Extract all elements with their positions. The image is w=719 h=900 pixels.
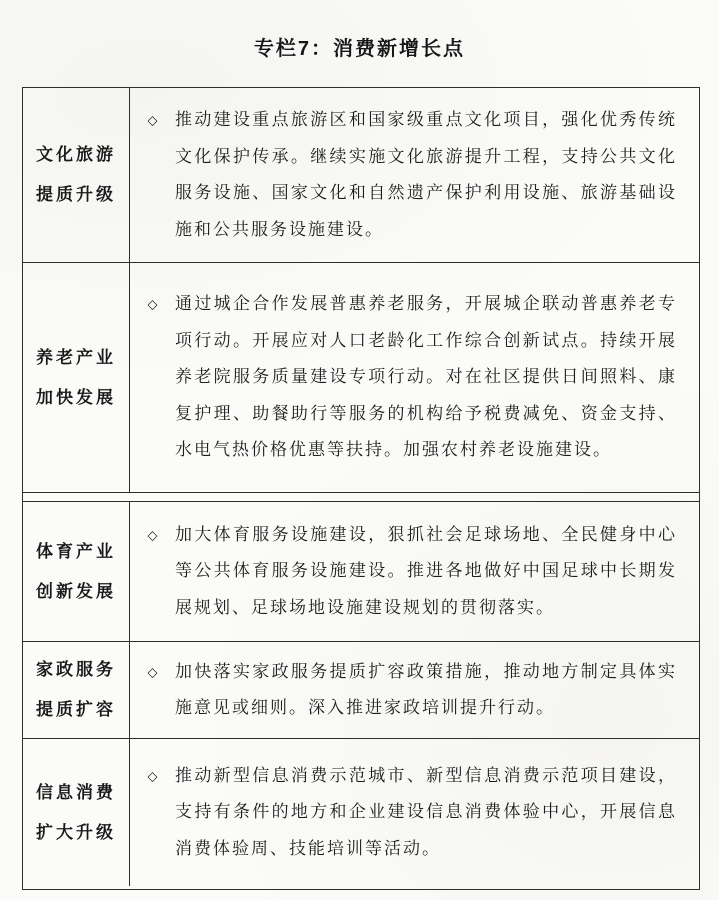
row-header [23, 739, 130, 886]
header-line: 文化旅游 [36, 145, 116, 164]
row-content [130, 502, 699, 641]
row-text: 推动新型信息消费示范城市、新型信息消费示范项目建设，支持有条件的地方和企业建设信息消费体验中心，开展信息消费体验周、技能培训等活动。 [175, 765, 677, 858]
header-line: 提质扩容 [36, 700, 116, 719]
diamond-bullet-icon: ◇ [147, 296, 158, 312]
row-text: 加大体育服务设施建设，狠抓社会足球场地、全民健身中心等公共体育服务设施建设。推进各地做好中国足球中长期发展规划、足球场地设施建设规划的贯彻落实。 [175, 524, 677, 617]
table-row-elderly-care [23, 263, 699, 493]
row-text: 加快落实家政服务提质扩容政策措施，推动地方制定具体实施意见或细则。深入推进家政培训提升行动。 [175, 661, 677, 717]
table-row-culture-tourism [23, 88, 699, 263]
row-text: 推动建设重点旅游区和国家级重点文化项目，强化优秀传统文化保护传承。继续实施文化旅游提升工程，支持公共文化服务设施、国家文化和自然遗产保护利用设施、旅游基础设施和公共服务设施建设。 [175, 110, 677, 239]
column-table [22, 87, 700, 890]
header-line: 提质升级 [36, 185, 116, 204]
header-line: 加快发展 [36, 387, 116, 407]
diamond-bullet-icon: ◇ [147, 112, 158, 128]
row-header [23, 502, 130, 641]
header-line: 创新发展 [36, 581, 116, 601]
header-line: 信息消费 [36, 782, 116, 802]
row-header [23, 263, 130, 492]
section-divider [23, 493, 699, 502]
row-header [23, 88, 130, 262]
row-content [130, 642, 699, 738]
row-text: 通过城企合作发展普惠养老服务，开展城企联动普惠养老专项行动。开展应对人口老龄化工作综合创新试点。持续开展养老院服务质量建设专项行动。对在社区提供日间照料、康复护理、助餐助行等服务的机构给予税费减免、资金支持、水电气热价格优惠等扶持。加强农村养老设施建设。 [175, 294, 677, 460]
header-line: 体育产业 [36, 541, 116, 561]
row-content [130, 88, 699, 262]
diamond-bullet-icon: ◇ [147, 527, 158, 543]
header-line: 家政服务 [36, 660, 116, 679]
diamond-bullet-icon: ◇ [147, 664, 158, 679]
row-header [23, 642, 130, 738]
header-line: 养老产业 [36, 347, 116, 367]
row-content [130, 263, 699, 492]
table-row-sports-industry [23, 502, 699, 642]
diamond-bullet-icon: ◇ [147, 768, 158, 784]
header-line: 扩大升级 [36, 822, 116, 842]
table-row-information-consumption [23, 739, 699, 886]
table-row-domestic-services [23, 642, 699, 739]
row-content [130, 739, 699, 886]
page-title: 专栏7：消费新增长点 [253, 38, 466, 60]
